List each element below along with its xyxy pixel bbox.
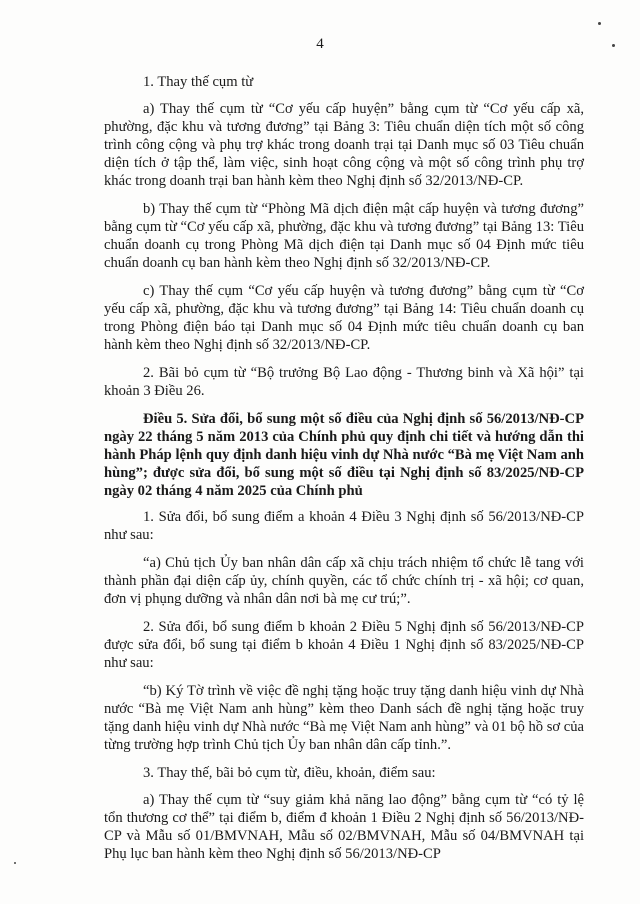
scan-speck (14, 862, 16, 864)
article-5-item-1: 1. Sửa đổi, bổ sung điểm a khoản 4 Điều 3 Nghị định số 56/2013/NĐ-CP như sau: (104, 509, 584, 543)
item-1-replace-phrase: 1. Thay thế cụm từ (143, 74, 254, 90)
page-number: 4 (316, 36, 324, 52)
scan-speck (598, 22, 601, 25)
article-5-heading: Điều 5. Sửa đổi, bổ sung một số điều của Nghị định số 56/2013/NĐ-CP ngày 22 tháng 5 năm 2013 của Chính phủ quy định chi tiết và hướng dẫn thi hành Pháp lệnh quy định danh hiệu vinh dự Nhà nước “Bà mẹ Việt Nam anh hùng”; được sửa đổi, bổ sung một số điều tại Nghị định số 83/2025/NĐ-CP ngày 02 tháng 4 năm 2025 của Chính phủ (104, 411, 584, 499)
article-5-item-1-quote: “a) Chủ tịch Ủy ban nhân dân cấp xã chịu trách nhiệm tổ chức lễ tang với thành phần đại diện cấp ủy, chính quyền, các tổ chức chính trị - xã hội; cơ quan, đơn vị phụng dưỡng và nhân dân nơi bà mẹ cư trú;”. (104, 555, 584, 607)
item-2-abolish-phrase: 2. Bãi bỏ cụm từ “Bộ trưởng Bộ Lao động - Thương binh và Xã hội” tại khoản 3 Điều 26. (104, 365, 584, 399)
item-1c: c) Thay thế cụm “Cơ yếu cấp huyện và tương đương” bằng cụm từ “Cơ yếu cấp xã, phường, đặc khu và tương đương” tại Bảng 14: Tiêu chuẩn doanh cụ trong Phòng điện báo tại Danh mục số 04 Định mức tiêu chuẩn doanh cụ ban hành kèm theo Nghị định số 32/2013/NĐ-CP. (104, 283, 584, 353)
scan-speck (612, 44, 615, 47)
article-5-item-2-quote: “b) Ký Tờ trình về việc đề nghị tặng hoặc truy tặng danh hiệu vinh dự Nhà nước “Bà mẹ Việt Nam anh hùng” kèm theo Danh sách đề nghị tặng hoặc truy tặng danh hiệu vinh dự Nhà nước “Bà mẹ Việt Nam anh hùng” và 01 bộ hồ sơ của từng trường hợp trình Chủ tịch Ủy ban nhân dân cấp tỉnh.”. (104, 683, 584, 753)
item-1b: b) Thay thế cụm từ “Phòng Mã dịch điện mật cấp huyện và tương đương” bằng cụm từ “Cơ yếu cấp xã, phường, đặc khu và tương đương” tại Bảng 13: Tiêu chuẩn doanh cụ trong Phòng Mã dịch điện tại Danh mục số 04 Định mức tiêu chuẩn doanh cụ ban hành kèm theo Nghị định số 32/2013/NĐ-CP. (104, 201, 584, 271)
article-5-item-2: 2. Sửa đổi, bổ sung điểm b khoản 2 Điều 5 Nghị định số 56/2013/NĐ-CP được sửa đổi, bổ sung tại điểm b khoản 4 Điều 1 Nghị định số 83/2025/NĐ-CP như sau: (104, 619, 584, 671)
article-5-item-3: 3. Thay thế, bãi bỏ cụm từ, điều, khoản, điểm sau: (143, 765, 436, 781)
item-1a: a) Thay thế cụm từ “Cơ yếu cấp huyện” bằng cụm từ “Cơ yếu cấp xã, phường, đặc khu và tương đương” tại Bảng 3: Tiêu chuẩn diện tích một số công trình công cộng và phụ trợ khác trong doanh trại tại Danh mục số 03 Tiêu chuẩn diện tích ở tập thể, làm việc, sinh hoạt công cộng và một số công trình phụ trợ khác trong doanh trại ban hành kèm theo Nghị định số 32/2013/NĐ-CP. (104, 101, 584, 189)
document-body (104, 73, 584, 873)
article-5-item-3a: a) Thay thế cụm từ “suy giảm khả năng lao động” bằng cụm từ “có tỷ lệ tổn thương cơ thể” tại điểm b, điểm đ khoản 1 Điều 2 Nghị định số 56/2013/NĐ-CP và Mẫu số 01/BMVNAH, Mẫu số 02/BMVNAH, Mẫu số 04/BMVNAH tại Phụ lục ban hành kèm theo Nghị định số 56/2013/NĐ-CP (104, 792, 584, 862)
